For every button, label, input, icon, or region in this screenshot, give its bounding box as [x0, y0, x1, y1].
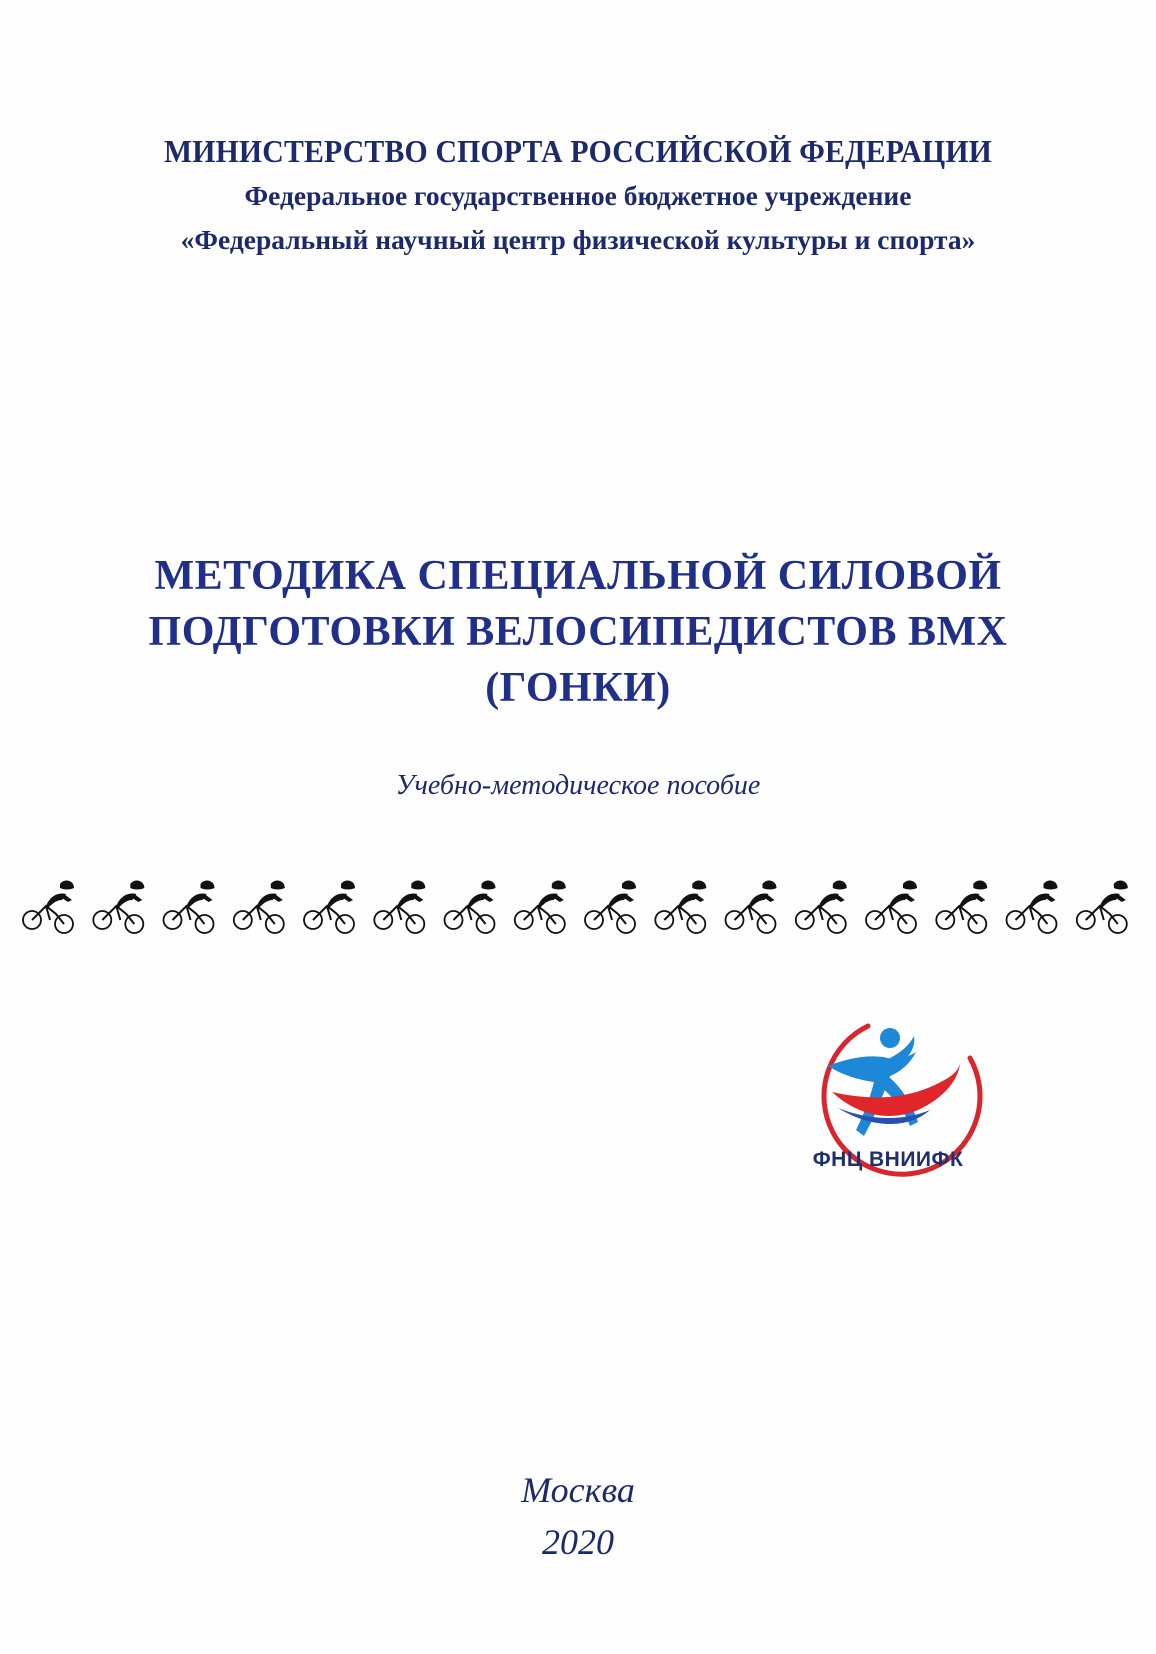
cyclist-icon	[374, 881, 425, 933]
cyclist-icon	[796, 881, 847, 933]
book-title	[0, 548, 1156, 716]
center-name: «Федеральный научный центр физической культуры и спорта»	[180, 224, 976, 255]
header	[0, 128, 1156, 262]
cyclist-icon	[866, 881, 917, 933]
city-name: Москва	[521, 1470, 635, 1510]
cyclist-icon	[164, 881, 215, 933]
imprint	[0, 1464, 1156, 1568]
cyclist-icon	[93, 881, 144, 933]
cyclist-icon	[585, 881, 636, 933]
cyclist-icon	[23, 881, 74, 933]
cyclist-icon	[304, 881, 355, 933]
institution-type: Федеральное государственное бюджетное учреждение	[244, 180, 912, 211]
cyclist-icon	[515, 881, 566, 933]
book-subtitle: Учебно-методическое пособие	[395, 770, 761, 801]
publication-year: 2020	[542, 1522, 614, 1562]
title-line-2: ПОДГОТОВКИ ВЕЛОСИПЕДИСТОВ BMX	[148, 609, 1008, 655]
cyclist-icon	[445, 881, 496, 933]
cyclist-icon	[655, 881, 706, 933]
logo-head	[880, 1028, 900, 1048]
cyclist-icon	[936, 881, 987, 933]
cyclist-icon	[726, 881, 777, 933]
cyclist-icon	[1077, 881, 1128, 933]
cyclist-icon	[234, 881, 285, 933]
ministry-name: МИНИСТЕРСТВО СПОРТА РОССИЙСКОЙ ФЕДЕРАЦИИ	[163, 133, 993, 169]
logo-caption: ФНЦ ВНИИФК	[812, 1148, 964, 1171]
cyclist-icon	[1007, 881, 1058, 933]
title-line-1: МЕТОДИКА СПЕЦИАЛЬНОЙ СИЛОВОЙ	[154, 553, 1002, 599]
title-line-3: (ГОНКИ)	[485, 665, 671, 711]
cyclist-ornament-row	[16, 872, 1140, 934]
